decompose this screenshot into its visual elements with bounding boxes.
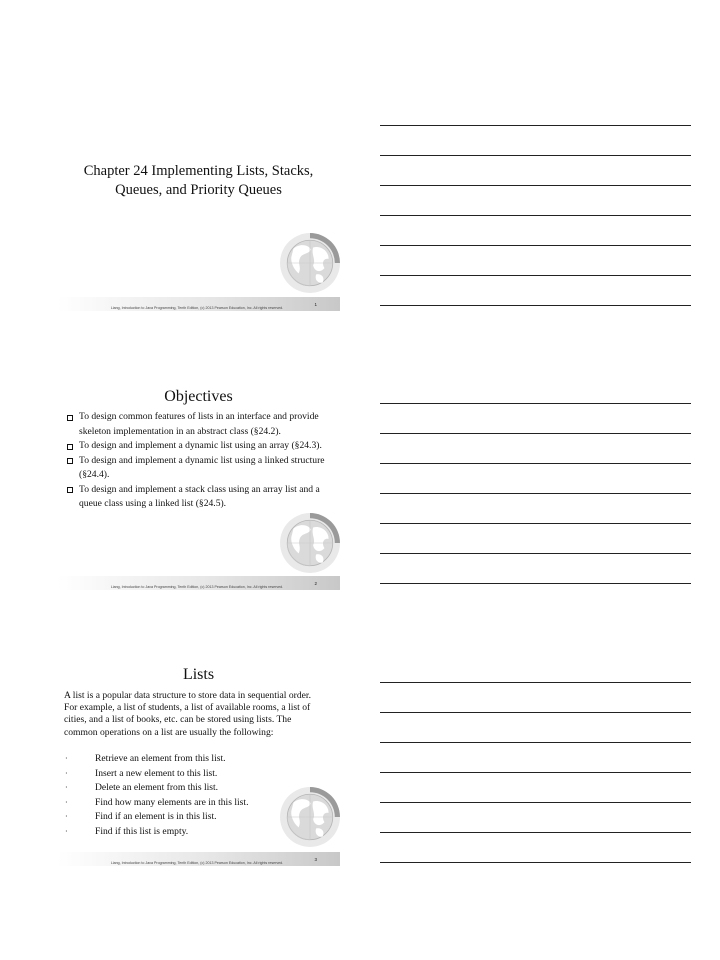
list-item: · Find if an element is in this list.	[65, 811, 217, 823]
slide-title: Objectives	[164, 388, 233, 405]
note-line	[380, 742, 691, 743]
slide-footer	[57, 852, 340, 866]
slide-title: Chapter 24 Implementing Lists, Stacks, Queues, and Priority Queues	[83, 163, 314, 198]
note-line	[380, 275, 691, 276]
list-item: · Delete an element from this list.	[65, 782, 219, 794]
page-number: 1	[314, 302, 317, 307]
globe-icon	[279, 512, 340, 574]
slide-footer	[57, 297, 340, 311]
checkbox-bullet-icon	[67, 444, 73, 450]
note-line	[380, 305, 691, 306]
footer-copyright: Liang, Introduction to Java Programming, Tenth Edition, (c) 2013 Pearson Education, Inc. All rights reserved.	[110, 860, 284, 865]
note-line	[380, 185, 691, 186]
note-line	[380, 583, 691, 584]
slide-3	[57, 658, 340, 866]
list-item: To design and implement a dynamic list using a linked structure (§24.4).	[66, 454, 332, 483]
note-line	[380, 155, 691, 156]
note-line	[380, 553, 691, 554]
slide-1	[57, 103, 340, 311]
checkbox-bullet-icon	[67, 458, 73, 464]
note-line	[380, 862, 691, 863]
note-line	[380, 125, 691, 126]
slide-2	[57, 382, 340, 590]
list-item: To design common features of lists in an interface and provide skeleton implementation in an abstract class (§24.2).	[66, 410, 332, 439]
list-item: · Find how many elements are in this list.	[65, 796, 249, 808]
note-line	[380, 215, 691, 216]
note-line	[380, 433, 691, 434]
slide-footer	[57, 576, 340, 590]
list-item: To design and implement a dynamic list using an array (§24.3).	[66, 439, 332, 454]
list-item: · Find if this list is empty.	[65, 825, 189, 837]
footer-copyright: Liang, Introduction to Java Programming, Tenth Edition, (c) 2013 Pearson Education, Inc. All rights reserved.	[110, 584, 284, 589]
lists-paragraph: A list is a popular data structure to store data in sequential order. For example, a list of students, a list of available rooms, a list of cities, and a list of books, etc. can be stored using lists. The common operations on a list are usually the following:	[64, 690, 311, 738]
list-item: · Retrieve an element from this list.	[65, 753, 226, 764]
note-line	[380, 802, 691, 803]
globe-icon	[279, 232, 340, 294]
note-line	[380, 682, 691, 683]
page-number: 3	[314, 857, 317, 862]
list-item: To design and implement a stack class using an array list and a queue class using a linked list (§24.5).	[66, 483, 332, 512]
objectives-list	[66, 410, 332, 512]
operations-list	[64, 752, 326, 840]
note-line	[380, 772, 691, 773]
slide-title: Lists	[182, 666, 215, 683]
checkbox-bullet-icon	[67, 487, 73, 493]
note-line	[380, 832, 691, 833]
footer-copyright: Liang, Introduction to Java Programming, Tenth Edition, (c) 2013 Pearson Education, Inc. All rights reserved.	[110, 305, 284, 310]
note-line	[380, 245, 691, 246]
note-line	[380, 523, 691, 524]
checkbox-bullet-icon	[67, 415, 73, 421]
list-item: · Insert a new element to this list.	[65, 767, 218, 779]
note-line	[380, 403, 691, 404]
page-number: 2	[314, 581, 317, 586]
note-line	[380, 463, 691, 464]
note-line	[380, 493, 691, 494]
note-line	[380, 712, 691, 713]
